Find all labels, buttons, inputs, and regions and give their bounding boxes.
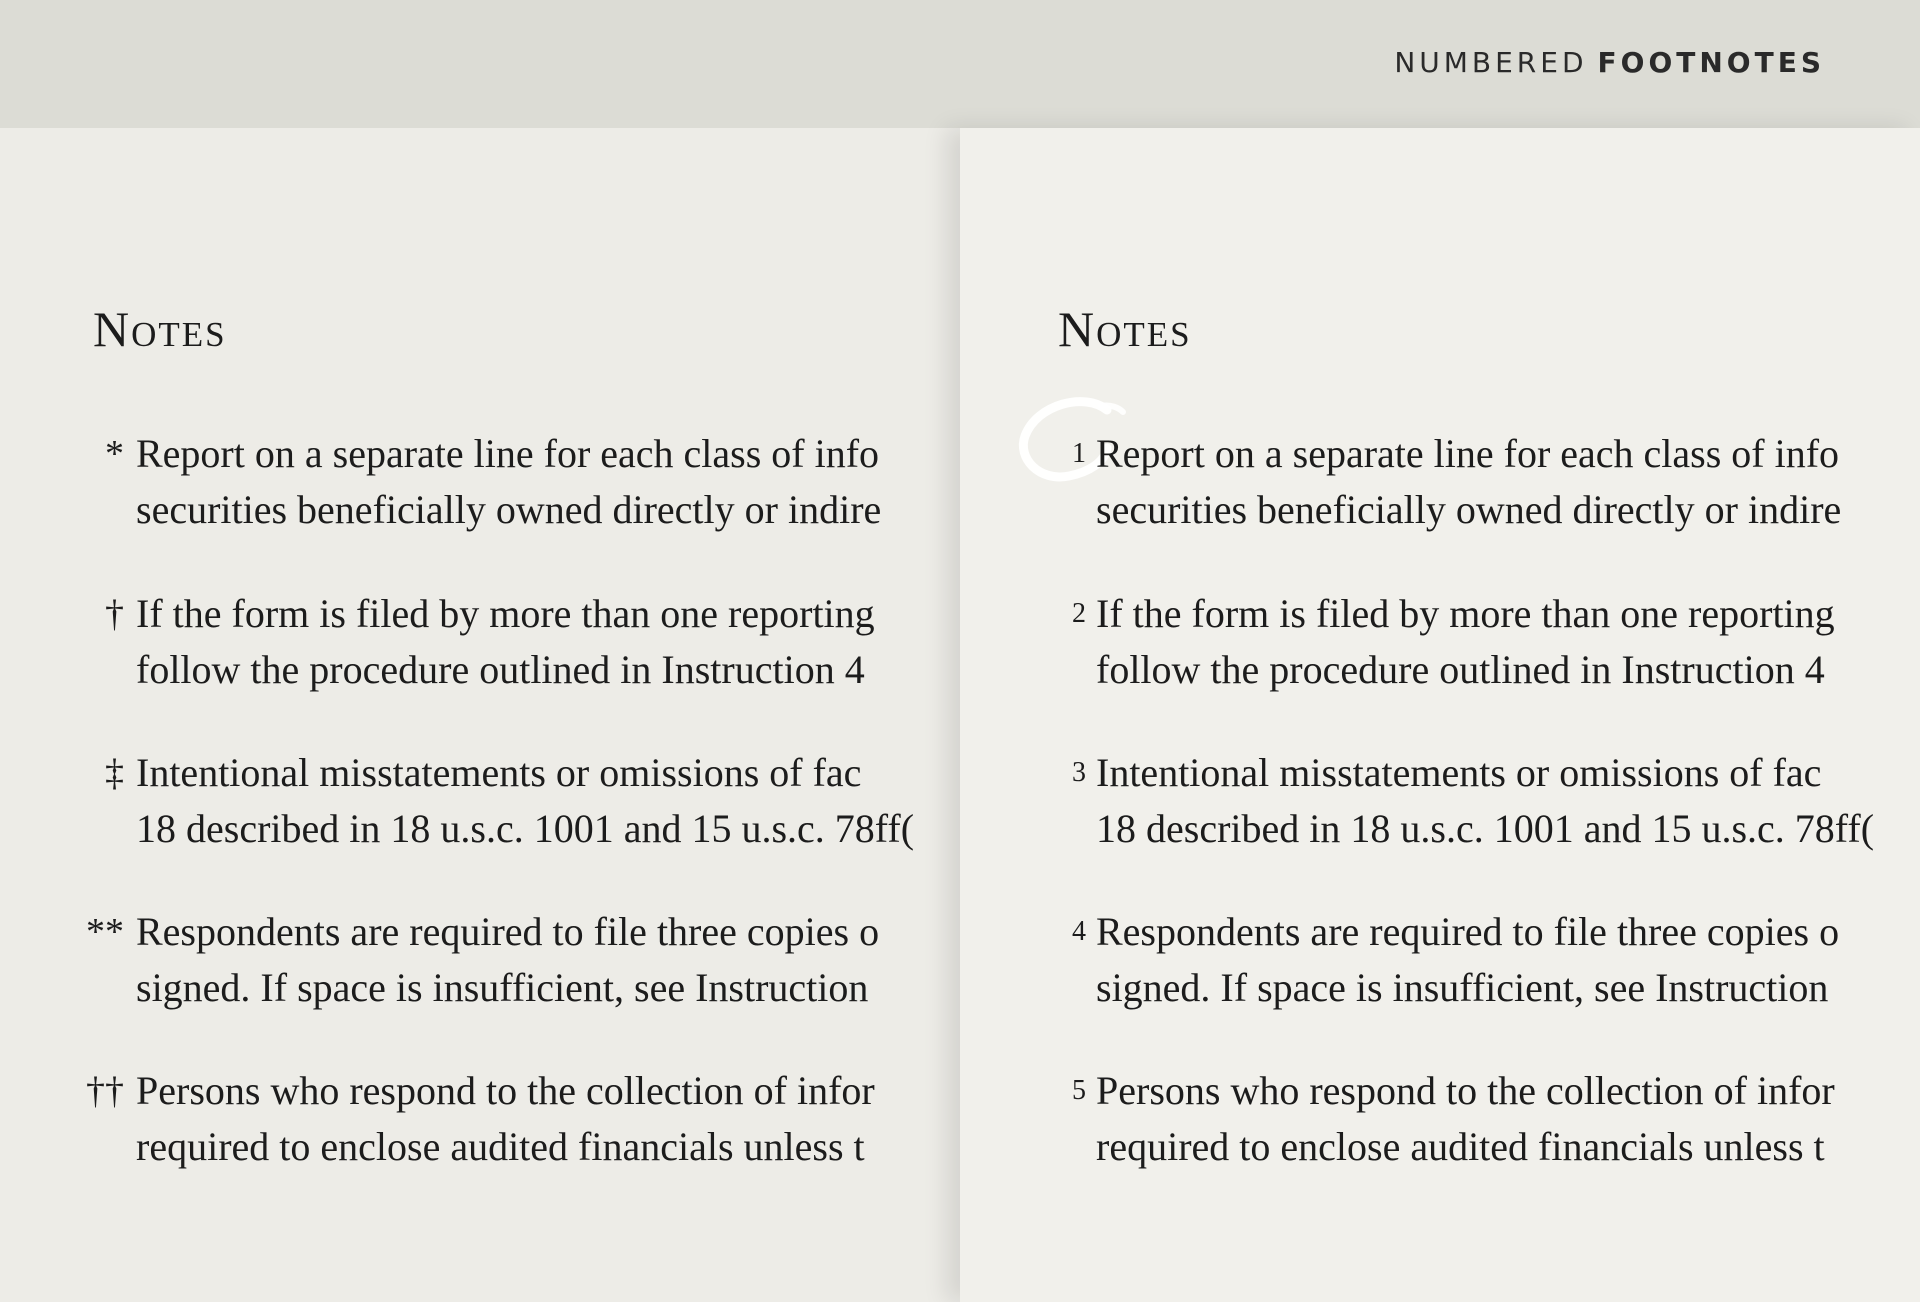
notes-heading: Notes bbox=[1058, 301, 1192, 357]
note-line: Respondents are required to file three copies o bbox=[136, 909, 880, 954]
note-item bbox=[105, 745, 915, 857]
note-marker: 5 bbox=[1072, 1075, 1086, 1106]
note-line: follow the procedure outlined in Instruction 4 bbox=[136, 647, 865, 692]
top-bar bbox=[0, 0, 1920, 128]
note-item bbox=[105, 586, 875, 698]
note-line: required to enclose audited financials unless t bbox=[136, 1124, 865, 1169]
note-item bbox=[1072, 426, 1842, 538]
note-line: Persons who respond to the collection of infor bbox=[1096, 1068, 1835, 1113]
note-marker: †† bbox=[86, 1070, 124, 1112]
note-marker: 2 bbox=[1072, 598, 1086, 629]
note-line: signed. If space is insufficient, see Instruction bbox=[1096, 965, 1829, 1010]
title-light: NUMBERED bbox=[1394, 46, 1588, 79]
right-page bbox=[960, 128, 1920, 1302]
note-line: Report on a separate line for each class of info bbox=[136, 431, 880, 476]
note-line: Intentional misstatements or omissions of fac bbox=[136, 750, 862, 795]
note-line: If the form is filed by more than one reporting bbox=[1096, 591, 1835, 636]
note-item bbox=[1072, 904, 1840, 1016]
notes-heading: Notes bbox=[93, 301, 227, 357]
note-item bbox=[105, 426, 882, 538]
note-line: signed. If space is insufficient, see Instruction bbox=[136, 965, 869, 1010]
note-line: If the form is filed by more than one reporting bbox=[136, 591, 875, 636]
note-line: Intentional misstatements or omissions of fac bbox=[1096, 750, 1822, 795]
left-page bbox=[0, 128, 960, 1302]
note-line: securities beneficially owned directly or indire bbox=[1096, 487, 1842, 532]
note-marker: 4 bbox=[1072, 916, 1086, 947]
note-marker: 3 bbox=[1072, 757, 1086, 788]
note-item bbox=[1072, 1063, 1835, 1175]
note-line: Respondents are required to file three copies o bbox=[1096, 909, 1840, 954]
page-title bbox=[1394, 46, 1825, 79]
note-line: Persons who respond to the collection of infor bbox=[136, 1068, 875, 1113]
note-marker: † bbox=[105, 593, 124, 635]
note-item bbox=[1072, 586, 1835, 698]
note-line: 18 described in 18 u.s.c. 1001 and 15 u.s.c. 78ff( bbox=[136, 806, 915, 851]
note-marker: ** bbox=[86, 911, 124, 953]
note-marker: ‡ bbox=[105, 752, 124, 794]
title-bold: FOOTNOTES bbox=[1597, 46, 1825, 79]
note-line: securities beneficially owned directly or indire bbox=[136, 487, 882, 532]
note-line: follow the procedure outlined in Instruction 4 bbox=[1096, 647, 1825, 692]
note-line: Report on a separate line for each class of info bbox=[1096, 431, 1840, 476]
note-item bbox=[86, 1063, 875, 1175]
note-item bbox=[1072, 745, 1875, 857]
note-line: 18 described in 18 u.s.c. 1001 and 15 u.s.c. 78ff( bbox=[1096, 806, 1875, 851]
note-line: required to enclose audited financials unless t bbox=[1096, 1124, 1825, 1169]
note-marker: 1 bbox=[1072, 438, 1086, 469]
note-marker: * bbox=[105, 433, 124, 475]
note-item bbox=[86, 904, 880, 1016]
